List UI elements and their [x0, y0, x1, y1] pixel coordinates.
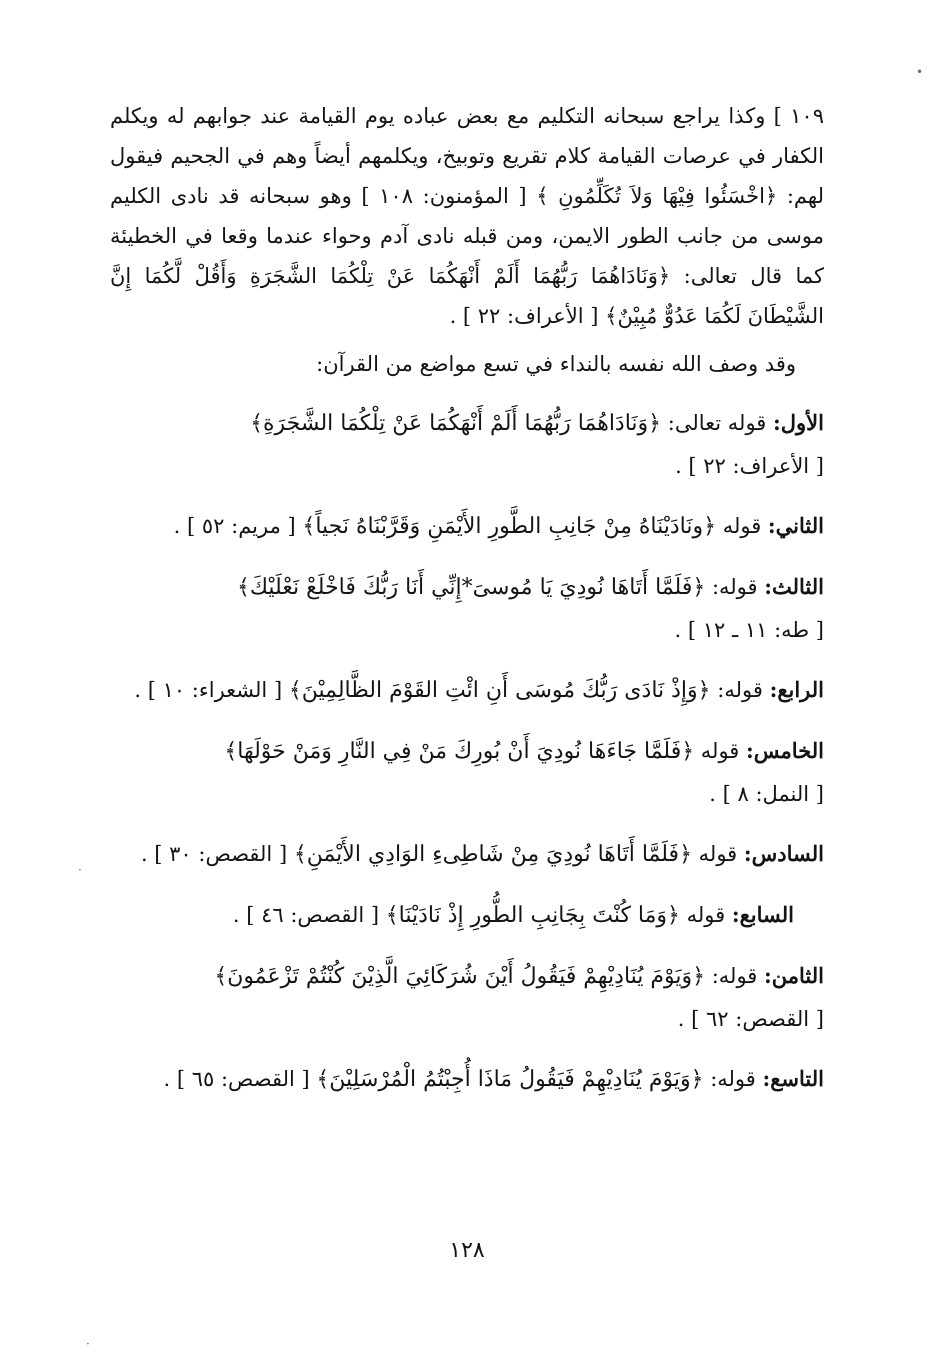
list-item-3 — [110, 566, 824, 651]
item-intro: قوله: — [711, 575, 758, 599]
verse-reference: [ النمل: ٨ ] . — [709, 782, 824, 806]
list-item-1 — [110, 402, 824, 487]
item-intro: قوله تعالى: — [667, 411, 767, 435]
quran-verse: ﴿وَإِذْ نَادَى رَبُّكَ مُوسَى أَنِ ائْتِ القَوْمَ الظَّالِمِيْنَ﴾ — [288, 678, 711, 703]
scan-speck: • — [916, 65, 924, 79]
list-item-5 — [110, 730, 824, 815]
item-intro: قوله — [700, 739, 740, 763]
item-intro: قوله: — [717, 678, 763, 702]
item-intro: قوله — [686, 903, 726, 927]
item-intro: قوله: — [710, 1067, 756, 1091]
verse-reference: [ القصص: ٤٦ ] . — [232, 903, 380, 927]
list-item-4 — [110, 669, 824, 712]
quran-verse: ﴿وَمَا كُنْتَ بِجَانِبِ الطُّورِ إِذْ نَادَيْنَا﴾ — [385, 903, 680, 928]
item-ordinal: السادس: — [743, 841, 824, 866]
item-intro: قوله: — [711, 964, 758, 988]
item-ordinal: الثالث: — [764, 574, 824, 599]
intro-paragraph: ١٠٩ ] وكذا يراجع سبحانه التكليم مع بعض عباده يوم القيامة عند جوابهم له ويكلم الكفار في عرصات القيامة كلام تقريع وتوبيخ، ويكلمهم أيضاً وهم في الجحيم فيقول لهم: ﴿اخْسَئُوا فِيْهَا وَلاَ تُكَلِّمُونِ ﴾ [ المؤمنون: ١٠٨ ] وهو سبحانه قد نادى الكليم موسى من جانب الطور الايمن، ومن قبله نادى آدم وحواء عندما وقعا في الخطيئة كما قال تعالى: ﴿وَنَادَاهُمَا رَبُّهُمَا أَلَمْ أَنْهَكُمَا عَنْ تِلْكُمَا الشَّجَرَةِ وَأَقُلْ لَّكُمَا إِنَّ الشَّيْطَانَ لَكُمَا عَدُوٌّ مُبِيْنٌ﴾ [ الأعراف: ٢٢ ] . — [110, 104, 824, 328]
quran-verse: ﴿وَيَوْمَ يُنَادِيْهِمْ فَيَقُولُ أَيْنَ شُرَكَائِيَ الَّذِيْنَ كُنْتُمْ تَزْعَمُونَ﴾ — [214, 964, 706, 989]
quran-verse: ﴿وَيَوْمَ يُنَادِيْهِمْ فَيَقُولُ مَاذَا أُجِبْتُمُ الْمُرْسَلِيْنَ﴾ — [316, 1067, 704, 1092]
item-ordinal: الرابع: — [769, 677, 824, 702]
verse-reference: [ طه: ١١ ـ ١٢ ] . — [674, 618, 824, 642]
verse-reference: [ الشعراء: ١٠ ] . — [134, 678, 283, 702]
list-item-9 — [110, 1058, 824, 1101]
item-intro: قوله — [722, 514, 762, 538]
verse-reference: [ القصص: ٦٢ ] . — [677, 1007, 824, 1031]
verse-reference: [ الأعراف: ٢٢ ] . — [675, 454, 824, 478]
scan-speck: · — [86, 1337, 90, 1351]
quran-verse: ﴿فَلَمَّا أَتَاهَا نُودِيَ مِنْ شَاطِىءِ الوَادِي الأَيْمَنِ﴾ — [293, 842, 692, 867]
list-item-2 — [110, 505, 824, 548]
list-item-6 — [110, 833, 824, 876]
quran-verse: ﴿فَلَمَّا جَاءَهَا نُودِيَ أَنْ بُورِكَ مَنْ فِي النَّارِ وَمَنْ حَوْلَهَا﴾ — [224, 739, 695, 764]
item-ordinal: الأول: — [773, 410, 824, 435]
list-item-8 — [110, 955, 824, 1040]
intro-continuation: وقد وصف الله نفسه بالنداء في تسع مواضع من القرآن: — [316, 352, 796, 376]
item-ordinal: الثامن: — [764, 963, 824, 988]
quran-verse: ﴿فَلَمَّا أَتَاهَا نُودِيَ يَا مُوسىَ*إِنِّي أَنَا رَبُّكَ فَاخْلَعْ نَعْلَيْكَ﴾ — [236, 575, 706, 600]
scan-speck: · — [78, 863, 82, 877]
item-intro: قوله — [698, 842, 738, 866]
page-number: ١٢٨ — [449, 1238, 485, 1263]
quran-verse: ﴿وَنَادَاهُمَا رَبُّهُمَا أَلَمْ أَنْهَكُمَا عَنْ تِلْكُمَا الشَّجَرَةِ﴾ — [250, 411, 662, 436]
page-body — [110, 96, 824, 1326]
item-ordinal: التاسع: — [762, 1066, 824, 1091]
item-ordinal: الثاني: — [767, 513, 824, 538]
verse-reference: [ مريم: ٥٢ ] . — [173, 514, 296, 538]
verse-reference: [ القصص: ٦٥ ] . — [163, 1067, 310, 1091]
list-item-7 — [110, 894, 824, 937]
item-ordinal: الخامس: — [746, 738, 824, 763]
quran-verse: ﴿ونَادَيْنَاهُ مِنْ جَانِبِ الطَّورِ الأَيْمَنِ وَقَرَّبْنَاهُ نَجياً﴾ — [302, 514, 716, 539]
verse-reference: [ القصص: ٣٠ ] . — [140, 842, 288, 866]
item-ordinal: السابع: — [731, 902, 794, 927]
